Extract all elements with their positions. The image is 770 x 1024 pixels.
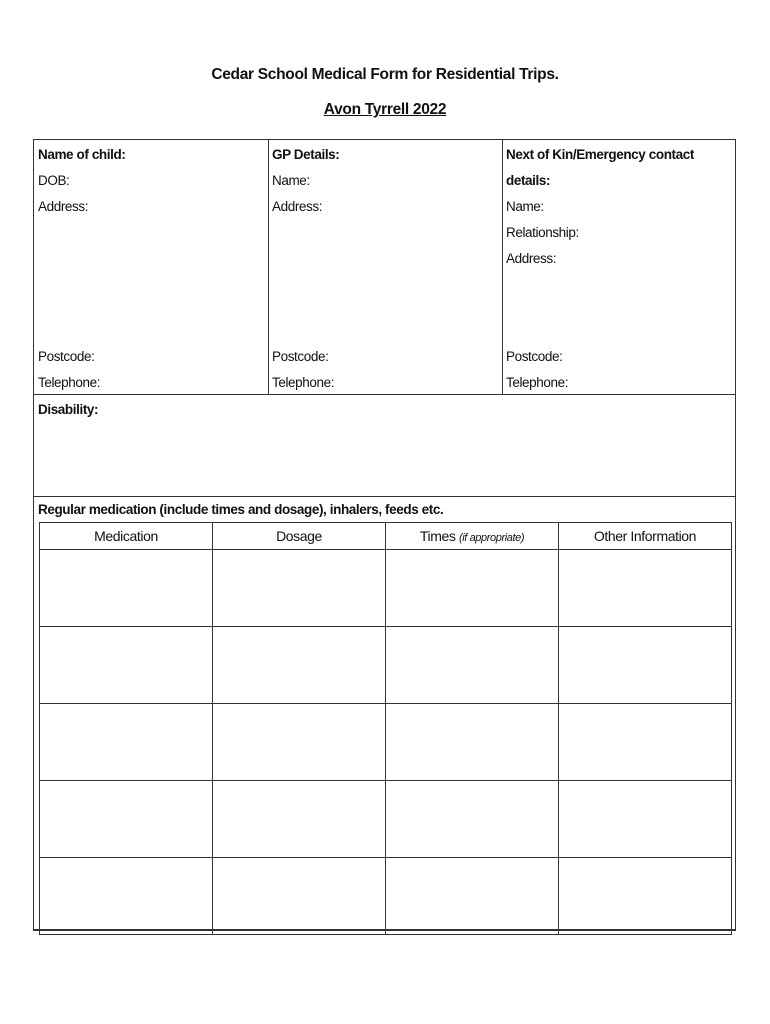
- other-info-cell[interactable]: [559, 781, 732, 858]
- medication-table-header: [40, 523, 732, 550]
- kin-telephone-label[interactable]: Telephone:: [506, 375, 569, 390]
- kin-relationship-label[interactable]: Relationship:: [506, 225, 579, 240]
- child-contact-section: [38, 344, 264, 396]
- dosage-cell[interactable]: [213, 704, 386, 781]
- table-row: [40, 627, 732, 704]
- child-name-label[interactable]: Name of child:: [38, 147, 126, 162]
- other-info-cell[interactable]: [559, 704, 732, 781]
- gp-address-label[interactable]: Address:: [272, 199, 323, 214]
- gp-details-section: [272, 142, 498, 220]
- table-row: [40, 781, 732, 858]
- times-column-label: Times: [419, 528, 456, 544]
- kin-details-heading: Next of Kin/Emergency contact details:: [506, 147, 694, 188]
- times-cell[interactable]: [386, 627, 559, 704]
- dosage-cell[interactable]: [213, 781, 386, 858]
- medical-form: [33, 139, 736, 931]
- table-row: [40, 704, 732, 781]
- dosage-cell[interactable]: [213, 550, 386, 627]
- kin-contact-section: [506, 344, 734, 396]
- kin-name-label[interactable]: Name:: [506, 199, 544, 214]
- child-dob-label[interactable]: DOB:: [38, 173, 70, 188]
- other-info-cell[interactable]: [559, 627, 732, 704]
- times-cell[interactable]: [386, 550, 559, 627]
- medication-cell[interactable]: [40, 704, 213, 781]
- column-divider: [502, 140, 503, 394]
- dosage-column-header: Dosage: [213, 523, 386, 550]
- table-row: [40, 858, 732, 935]
- child-telephone-label[interactable]: Telephone:: [38, 375, 101, 390]
- other-info-column-header: Other Information: [559, 523, 732, 550]
- child-details-section: [38, 142, 264, 220]
- times-cell[interactable]: [386, 704, 559, 781]
- form-title: Cedar School Medical Form for Residential Trips.: [211, 66, 559, 83]
- times-column-header: [386, 523, 559, 550]
- times-cell[interactable]: [386, 781, 559, 858]
- times-column-note: (if appropriate): [458, 532, 525, 544]
- kin-postcode-label[interactable]: Postcode:: [506, 349, 563, 364]
- child-postcode-label[interactable]: Postcode:: [38, 349, 95, 364]
- medication-column-header: Medication: [40, 523, 213, 550]
- gp-details-heading: GP Details:: [272, 147, 340, 162]
- kin-address-label[interactable]: Address:: [506, 251, 557, 266]
- medication-table: [39, 522, 732, 935]
- medication-cell[interactable]: [40, 550, 213, 627]
- gp-name-label[interactable]: Name:: [272, 173, 310, 188]
- medication-heading: Regular medication (include times and dosage), inhalers, feeds etc.: [38, 502, 444, 517]
- child-address-label[interactable]: Address:: [38, 199, 89, 214]
- section-divider: [34, 496, 735, 497]
- dosage-cell[interactable]: [213, 627, 386, 704]
- medication-cell[interactable]: [40, 627, 213, 704]
- times-cell[interactable]: [386, 858, 559, 935]
- gp-telephone-label[interactable]: Telephone:: [272, 375, 335, 390]
- table-row: [40, 550, 732, 627]
- gp-postcode-label[interactable]: Postcode:: [272, 349, 329, 364]
- section-divider: [34, 394, 735, 395]
- dosage-cell[interactable]: [213, 858, 386, 935]
- form-subtitle: Avon Tyrrell 2022: [323, 101, 447, 118]
- medication-cell[interactable]: [40, 781, 213, 858]
- other-info-cell[interactable]: [559, 858, 732, 935]
- kin-details-section: [506, 142, 734, 272]
- other-info-cell[interactable]: [559, 550, 732, 627]
- medication-cell[interactable]: [40, 858, 213, 935]
- disability-label[interactable]: Disability:: [38, 402, 99, 417]
- column-divider: [268, 140, 269, 394]
- gp-contact-section: [272, 344, 498, 396]
